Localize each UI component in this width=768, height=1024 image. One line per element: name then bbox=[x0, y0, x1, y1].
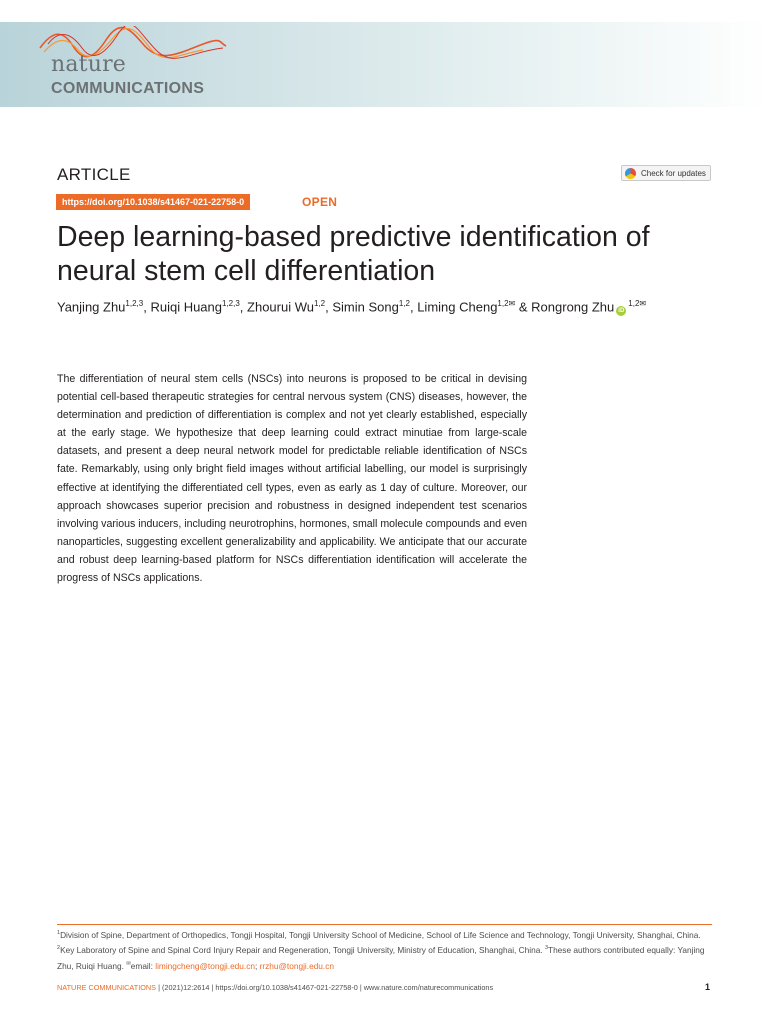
article-title: Deep learning-based predictive identification of neural stem cell differentiation bbox=[57, 221, 650, 287]
email-separator: ; bbox=[254, 960, 260, 971]
doi-link[interactable]: https://doi.org/10.1038/s41467-021-22758-0 bbox=[56, 194, 250, 210]
open-access-label: OPEN bbox=[302, 195, 338, 209]
orcid-icon[interactable]: iD bbox=[618, 308, 625, 315]
author-affiliation: 1,2 bbox=[314, 299, 326, 308]
check-for-updates-label: Check for updates bbox=[641, 168, 706, 178]
author-affiliation: 1,2✉ bbox=[628, 299, 647, 308]
author-name[interactable]: Yanjing Zhu bbox=[57, 299, 126, 315]
author-affiliation: 1,2,3 bbox=[222, 299, 240, 308]
affiliation-marker: 3 bbox=[544, 945, 548, 952]
author-separator: , bbox=[239, 299, 248, 315]
author-name[interactable]: Rongrong Zhu bbox=[531, 299, 615, 315]
affiliation-text: These authors contributed equally: Yanjing Zhu, Ruiqi Huang. bbox=[57, 945, 705, 971]
author-name[interactable]: Zhourui Wu bbox=[247, 299, 314, 315]
author-name[interactable]: Simin Song bbox=[332, 299, 399, 315]
mail-marker: ✉ bbox=[126, 960, 131, 967]
affiliations bbox=[57, 927, 712, 973]
author-name[interactable]: Ruiqi Huang bbox=[150, 299, 222, 315]
email-link[interactable]: limingcheng@tongji.edu.cn bbox=[155, 960, 255, 971]
page-footer bbox=[57, 983, 493, 992]
author-list bbox=[57, 299, 646, 316]
author-separator: , bbox=[325, 299, 333, 315]
abstract: The differentiation of neural stem cells (NSCs) into neurons is proposed to be critical in devising potential cell-based therapeutic strategies for central nervous system (CNS) diseases, however, the determination and prediction of differentiation is complex and not yet clearly established, especially at the early stage. We hypothesize that deep learning could extract minutiae from large-scale datasets, and present a deep neural network model for predictable reliable identification of NSCs fate. Remarkably, using only bright field images without artificial labelling, our model is surprisingly effective at identifying the differentiated cell types, even as early as 1 day of culture. Moreover, our approach showcases superior precision and robustness in designed independent test scenarios involving various inducers, including neurotrophins, hormones, small molecule compounds and even nanoparticles, suggesting excellent generalizability and applicability. We anticipate that our accurate and robust deep learning-based platform for NSCs differentiation identification will accelerate the progress of NSCs applications. bbox=[57, 373, 527, 585]
author-separator: , bbox=[143, 299, 151, 315]
journal-logo-communications[interactable]: COMMUNICATIONS bbox=[51, 80, 205, 97]
email-label: email: bbox=[130, 960, 156, 971]
author-affiliation: 1,2,3 bbox=[125, 299, 144, 308]
email-link[interactable]: rrzhu@tongji.edu.cn bbox=[259, 960, 334, 971]
author-separator: , bbox=[409, 299, 418, 315]
affiliation-marker: 2 bbox=[57, 945, 61, 952]
page-number: 1 bbox=[705, 982, 711, 992]
footnote-divider bbox=[57, 924, 712, 925]
affiliation-text: Key Laboratory of Spine and Spinal Cord Injury Repair and Regeneration, Tongji University, Ministry of Education, Shanghai, China. bbox=[60, 945, 545, 956]
crossmark-icon bbox=[625, 168, 636, 179]
author-affiliation: 1,2✉ bbox=[497, 299, 516, 308]
author-affiliation: 1,2 bbox=[398, 299, 410, 308]
footer-journal[interactable]: NATURE COMMUNICATIONS bbox=[57, 983, 157, 992]
journal-logo-nature[interactable]: nature bbox=[51, 52, 127, 77]
article-type: ARTICLE bbox=[57, 165, 131, 184]
check-for-updates-button[interactable] bbox=[621, 165, 711, 181]
author-separator: & bbox=[515, 299, 532, 315]
author-name[interactable]: Liming Cheng bbox=[417, 299, 498, 315]
affiliation-marker: 1 bbox=[57, 930, 61, 936]
footer-citation: | (2021)12:2614 | https://doi.org/10.1038/s41467-021-22758-0 | www.nature.com/naturecommunications bbox=[156, 983, 494, 992]
affiliation-text: Division of Spine, Department of Orthopedics, Tongji Hospital, Tongji University School of Medicine, School of Life Science and Technology, Tongji University, Shanghai, China. bbox=[60, 929, 701, 940]
